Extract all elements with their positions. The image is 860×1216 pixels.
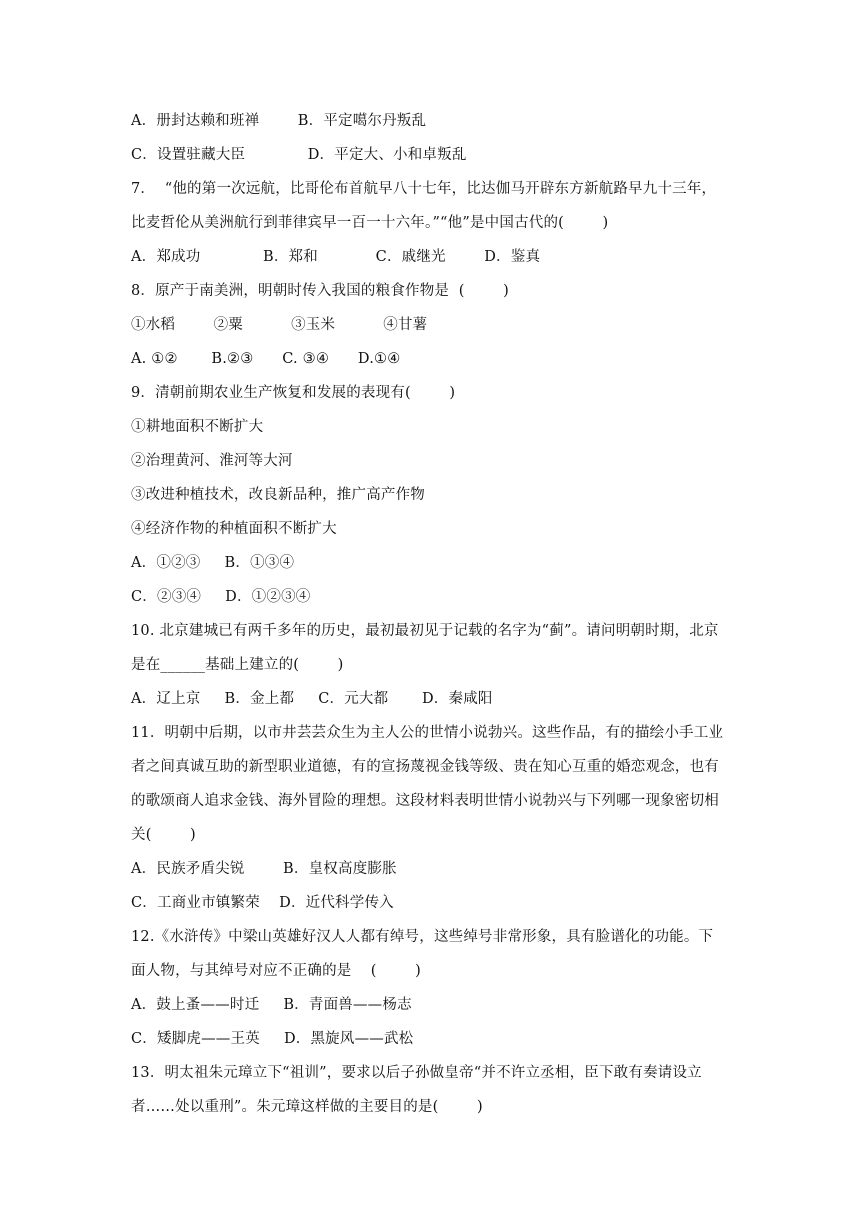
option-line: A．①②③ B．①③④ xyxy=(131,555,295,571)
question-11-text: 关( ) xyxy=(131,827,196,843)
option-line: C．工商业市镇繁荣 D．近代科学传入 xyxy=(131,895,394,911)
question-11-text: 的歌颂商人追求金钱、海外冒险的理想。这段材料表明世情小说勃兴与下列哪一现象密切相 xyxy=(131,793,719,809)
option-line: A．郑成功 B．郑和 C．戚继光 D．鉴真 xyxy=(131,249,541,265)
question-10-text: 是在______基础上建立的( ) xyxy=(131,657,344,673)
choice-item: ①耕地面积不断扩大 xyxy=(131,419,264,435)
option-line: C．设置驻藏大臣 D．平定大、小和卓叛乱 xyxy=(131,147,467,163)
option-line: A．辽上京 B．金上都 C．元大都 D．秦咸阳 xyxy=(131,691,493,707)
question-11-text: 11．明朝中后期，以市井芸芸众生为主人公的世情小说勃兴。这些作品，有的描绘小手工业 xyxy=(131,725,724,741)
question-7-text: 7． “他的第一次远航，比哥伦布首航早八十七年，比达伽马开辟东方新航路早九十三年， xyxy=(131,181,717,197)
question-12-text: 12.《水浒传》中梁山英雄好汉人人都有绰号，这些绰号非常形象，具有脸谱化的功能。下 xyxy=(131,929,714,945)
question-9-text: 9．清朝前期农业生产恢复和发展的表现有( ) xyxy=(131,385,456,401)
question-10-text: 10. 北京建城已有两千多年的历史，最初最初见于记载的名字为“蓟”。请问明朝时期，北京 xyxy=(131,623,719,639)
question-13-text: 13．明太祖朱元璋立下“祖训”，要求以后子孙做皇帝“并不许立丞相，臣下敢有奏请设立 xyxy=(131,1065,702,1081)
question-8-text: 8．原产于南美洲，明朝时传入我国的粮食作物是 ( ) xyxy=(131,283,509,299)
question-13-text: 者……处以重刑”。朱元璋这样做的主要目的是( ) xyxy=(131,1099,483,1115)
question-7-text: 比麦哲伦从美洲航行到菲律宾早一百一十六年。”“他”是中国古代的( ) xyxy=(131,215,609,231)
choice-item: ③改进种植技术，改良新品种，推广高产作物 xyxy=(131,487,425,503)
question-11-text: 者之间真诚互助的新型职业道德，有的宣扬蔑视金钱等级、贵在知心互重的婚恋观念，也有 xyxy=(131,759,719,775)
option-line: A．鼓上蚤——时迁 B．青面兽——杨志 xyxy=(131,997,412,1013)
option-line: A．册封达赖和班禅 B．平定噶尔丹叛乱 xyxy=(131,113,427,129)
option-line: A. ①② B.②③ C. ③④ D.①④ xyxy=(131,351,401,367)
choice-item: ④经济作物的种植面积不断扩大 xyxy=(131,521,337,537)
choice-item: ②治理黄河、淮河等大河 xyxy=(131,453,293,469)
option-line: A．民族矛盾尖锐 B．皇权高度膨胀 xyxy=(131,861,397,877)
choice-items: ①水稻 ②粟 ③玉米 ④甘薯 xyxy=(131,317,428,333)
option-line: C．②③④ D．①②③④ xyxy=(131,589,311,605)
question-12-text: 面人物，与其绰号对应不正确的是 ( ) xyxy=(131,963,421,979)
option-line: C．矮脚虎——王英 D．黑旋风——武松 xyxy=(131,1031,414,1047)
